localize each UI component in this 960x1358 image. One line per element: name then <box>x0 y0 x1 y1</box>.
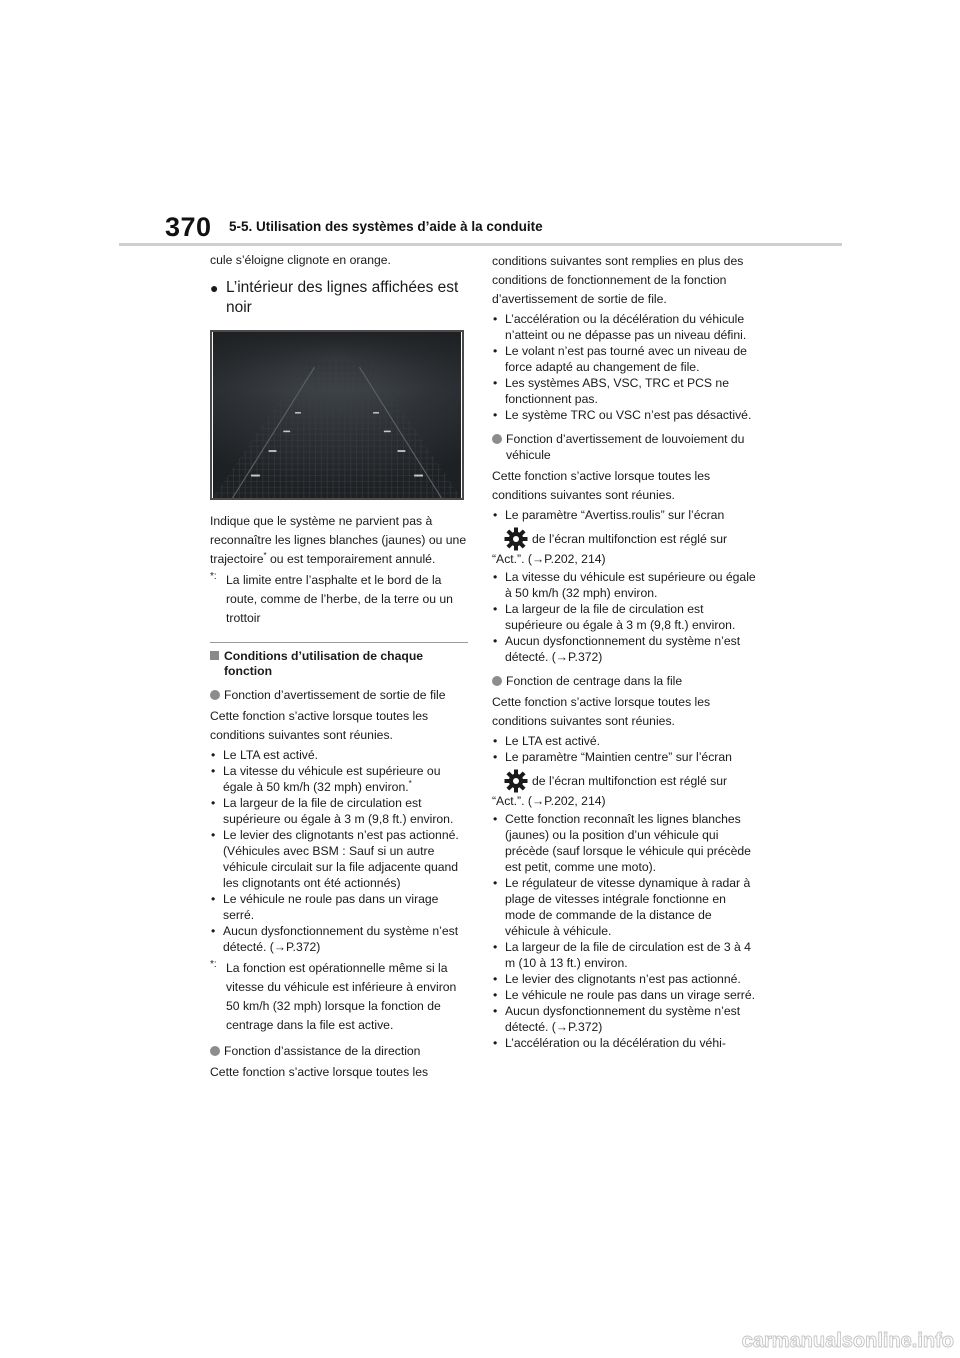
circle-bullet-icon <box>210 690 220 700</box>
list-item: • Le régulateur de vitesse dynamique à radar à plage de vitesses intégrale fonctionne en mode de commande de la distance de véhicule à véhicule. <box>493 876 751 938</box>
lane-display-figure <box>210 330 464 500</box>
gear-icon <box>504 527 528 551</box>
list-item: • Le paramètre “Maintien centre” sur l’écran <box>493 750 732 764</box>
function-heading: Fonction d’avertissement de louvoiement du véhicule <box>492 431 757 463</box>
list-item: • L’accélération ou la décélération du véhi- <box>493 1036 726 1050</box>
footnote-text: La fonction est opérationnelle même si la vitesse du véhicule est inférieure à environ 50 km/h (32 mph) lorsque la fonction de centrage dans la file est active. <box>226 961 457 1032</box>
circle-bullet-icon <box>492 434 502 444</box>
circle-bullet-icon <box>492 676 502 686</box>
list-item: • L’accélération ou la décélération du véhicule n’atteint ou ne dépasse pas un niveau défini. <box>493 312 747 342</box>
footnote-mark: *: <box>210 959 217 970</box>
list-item: • Aucun dysfonctionnement du système n’est détecté. (→P.372) <box>493 634 741 664</box>
list-item: • La vitesse du véhicule est supérieure ou égale à 50 km/h (32 mph) environ. <box>493 570 756 600</box>
section-rule <box>210 642 468 643</box>
circle-bullet-icon <box>210 1046 220 1056</box>
function-intro: Cette fonction s’active lorsque toutes les conditions suivantes sont réunies. <box>210 709 429 742</box>
function-heading: Fonction d’assistance de la direction <box>210 1043 468 1059</box>
condition-list <box>492 311 757 423</box>
list-item: • Les systèmes ABS, VSC, TRC et PCS ne fonctionnent pas. <box>493 376 729 406</box>
figure-description: Indique que le système ne parvient pas à reconnaître les lignes blanches (jaunes) ou une trajectoire* ou est temporairement annulé. <box>210 514 467 566</box>
list-item: • Le levier des clignotants n’est pas actionné. (Véhicules avec BSM : Sauf si un autre véhicule circulait sur la file adjacente quand les clignotants ont été actionnés) <box>211 828 459 890</box>
list-item: • Cette fonction reconnaît les lignes blanches (jaunes) ou la position d’un véhicule qui précède (sauf lorsque le véhicule qui précède est petit, comme une moto). <box>493 812 751 874</box>
footnote-text: La limite entre l’asphalte et le bord de la route, comme de l’herbe, de la terre ou un trottoir <box>226 573 453 625</box>
header-rule <box>119 243 842 246</box>
list-item: • La vitesse du véhicule est supérieure ou égale à 50 km/h (32 mph) environ.* <box>211 764 441 794</box>
footnote <box>210 959 468 1035</box>
settings-icon-line <box>492 527 757 551</box>
list-item: • Le véhicule ne roule pas dans un virage serré. <box>493 988 755 1002</box>
condition-list <box>492 569 757 665</box>
footnote-mark: *: <box>210 571 217 582</box>
gear-icon <box>504 769 528 793</box>
condition-list <box>492 507 757 523</box>
icon-line-text: de l’écran multifonction est réglé sur <box>532 532 728 546</box>
list-item: • Le volant n’est pas tourné avec un niveau de force adapté au changement de file. <box>493 344 747 374</box>
list-item: • Le LTA est activé. <box>493 734 601 748</box>
list-item: • Aucun dysfonctionnement du système n’est détecté. (→P.372) <box>493 1004 741 1034</box>
list-item: • Aucun dysfonctionnement du système n’est détecté. (→P.372) <box>211 924 459 954</box>
chapter-title: 5-5. Utilisation des systèmes d’aide à la conduite <box>229 219 543 234</box>
page-number: 370 <box>165 212 212 242</box>
list-item: • La largeur de la file de circulation est supérieure ou égale à 3 m (9,8 ft.) environ. <box>493 602 736 632</box>
section-heading: Conditions d’utilisation de chaque fonction <box>210 649 468 679</box>
square-bullet-icon <box>210 651 219 660</box>
function-intro: Cette fonction s’active lorsque toutes les conditions suivantes sont réunies. <box>492 469 711 502</box>
list-item: • Le paramètre “Avertiss.roulis” sur l’écran <box>493 508 725 522</box>
list-item: • Le levier des clignotants n’est pas actionné. <box>493 972 741 986</box>
bullet-dot-icon: ● <box>210 280 219 296</box>
setting-ref: “Act.”. (→P.202, 214) <box>492 552 606 566</box>
watermark <box>676 1328 956 1352</box>
list-item: • Le LTA est activé. <box>211 748 319 762</box>
function-heading: Fonction d’avertissement de sortie de file <box>210 687 468 703</box>
function-heading: Fonction de centrage dans la file <box>492 673 757 689</box>
footnote <box>210 571 468 628</box>
right-column <box>492 252 757 1055</box>
list-item: • La largeur de la file de circulation est de 3 à 4 m (10 à 13 ft.) environ. <box>493 940 751 970</box>
condition-list <box>492 733 757 765</box>
settings-icon-line <box>492 769 757 793</box>
watermark-text: carmanualsonline.info <box>741 1330 954 1352</box>
list-item: • Le véhicule ne roule pas dans un virage serré. <box>211 892 439 922</box>
continued-text: conditions suivantes sont remplies en plus des conditions de fonctionnement de la fonction d’avertissement de sortie de file. <box>492 254 744 306</box>
function-intro: Cette fonction s’active lorsque toutes les <box>210 1065 429 1079</box>
icon-line-text: de l’écran multifonction est réglé sur <box>532 774 728 788</box>
continued-text: cule s’éloigne clignote en orange. <box>210 253 391 267</box>
function-intro: Cette fonction s’active lorsque toutes les conditions suivantes sont réunies. <box>492 695 711 728</box>
left-column <box>210 252 468 1084</box>
sub-heading-text: L’intérieur des lignes affichées est noir <box>226 279 459 316</box>
sub-heading <box>210 278 468 318</box>
setting-ref: “Act.”. (→P.202, 214) <box>492 794 606 808</box>
list-item: • La largeur de la file de circulation est supérieure ou égale à 3 m (9,8 ft.) environ. <box>211 796 454 826</box>
condition-list <box>210 747 468 955</box>
condition-list <box>492 811 757 1051</box>
list-item: • Le système TRC ou VSC n’est pas désactivé. <box>493 408 752 422</box>
